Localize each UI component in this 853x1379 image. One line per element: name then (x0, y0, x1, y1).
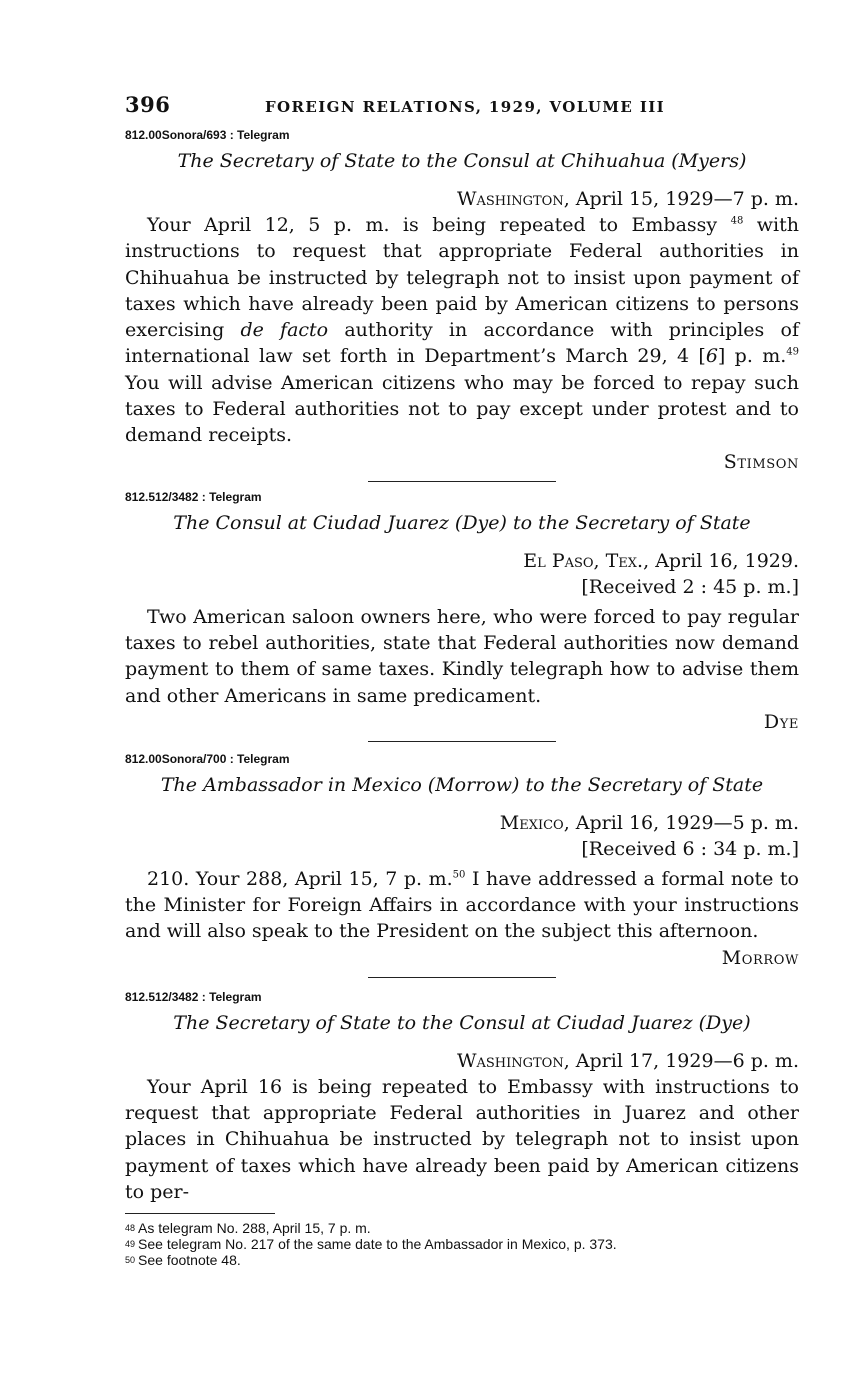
dateline-date: , April 16, 1929. (643, 549, 799, 572)
body-text: 210. Your 288, April 15, 7 p. m. (147, 867, 453, 890)
dateline (125, 810, 799, 836)
document-title: The Ambassador in Mexico (Morrow) to the Secretary of State (160, 773, 764, 796)
divider (368, 481, 556, 482)
document-3 (125, 752, 799, 978)
page-header (125, 88, 799, 120)
dateline (125, 1048, 799, 1074)
body-text: with instructions to request that appropriate Federal authorities in Chihuahua be instructed by telegraph not to insist upon payment of taxes which have already been paid by American citizens to persons exercising (125, 214, 799, 342)
document-body (125, 212, 799, 449)
body-text: authority in accordance with principles of international law set forth in Department’s March 29, 4 [ (125, 319, 799, 368)
divider (368, 977, 556, 978)
received-line: [Received 2 : 45 p. m.] (581, 575, 799, 598)
footnote (125, 1252, 799, 1268)
footnote-text: See telegram No. 217 of the same date to the Ambassador in Mexico, p. 373. (138, 1236, 617, 1253)
document-body: Two American saloon owners here, who were forced to pay regular taxes to rebel authorities, state that Federal authorities now demand payment to them of same taxes. Kindly telegraph how to advise them and other Americans in same predicament. (125, 605, 799, 707)
footnote-mark: 48 (125, 1223, 136, 1234)
signature: Dye (763, 710, 799, 733)
file-reference: 812.00Sonora/700 : Telegram (125, 751, 290, 766)
footnote-ref: 48 (730, 215, 744, 227)
document-title: The Secretary of State to the Consul at Ciudad Juarez (Dye) (173, 1011, 751, 1034)
dateline-date: , April 15, 1929—7 p. m. (563, 188, 799, 210)
document-2 (125, 490, 799, 742)
file-reference: 812.00Sonora/693 : Telegram (125, 128, 290, 142)
document-title: The Consul at Ciudad Juarez (Dye) to the Secretary of State (173, 511, 751, 534)
dateline-place: Washington (456, 1049, 564, 1072)
footnote-mark: 49 (125, 1239, 136, 1250)
footnote-text: See footnote 48. (138, 1252, 241, 1269)
dateline (125, 548, 799, 574)
body-text: Your April 12, 5 p. m. is being repeated to Embassy (147, 214, 731, 236)
document-body (125, 866, 799, 945)
file-reference: 812.512/3482 : Telegram (125, 489, 262, 504)
document-title: The Secretary of State to the Consul at Chihuahua (Myers) (177, 150, 747, 172)
footnote-ref: 50 (452, 869, 466, 881)
body-italic: 6 (705, 345, 718, 368)
body-text: I have addressed a formal note to the Minister for Foreign Affairs in accordance with your instructions and will also speak to the President on the subject this afternoon. (125, 867, 799, 943)
signature: Morrow (721, 946, 799, 969)
footnote-ref: 49 (786, 347, 800, 359)
body-text: You will advise American citizens who may be forced to repay such taxes to Federal authorities not to pay except under protest and to demand receipts. (125, 371, 799, 447)
dateline-place: Mexico (499, 811, 564, 834)
body-text: ] p. m. (717, 345, 787, 368)
received-line: [Received 6 : 34 p. m.] (581, 837, 799, 860)
dateline-place: Washington (456, 188, 564, 210)
document-1 (125, 128, 799, 482)
dateline-date: , April 16, 1929—5 p. m. (563, 811, 799, 834)
signature: Stimson (723, 450, 799, 473)
footnotes (125, 1220, 799, 1268)
running-head: FOREIGN RELATIONS, 1929, VOLUME III (265, 98, 666, 116)
body-italic: de facto (240, 319, 329, 342)
footnote-mark: 50 (125, 1255, 136, 1266)
footnote (125, 1220, 799, 1236)
divider (368, 741, 556, 742)
footnote-text: As telegram No. 288, April 15, 7 p. m. (138, 1220, 371, 1237)
file-reference: 812.512/3482 : Telegram (125, 989, 262, 1004)
dateline-place: El Paso, Tex. (523, 549, 644, 572)
document-4 (125, 990, 799, 1205)
page-number: 396 (125, 92, 171, 117)
dateline-date: , April 17, 1929—6 p. m. (563, 1049, 799, 1072)
footnote (125, 1236, 799, 1252)
dateline (125, 186, 799, 212)
footnote-divider (125, 1213, 275, 1214)
document-body: Your April 16 is being repeated to Embassy with instructions to request that appropriate Federal authorities in Juarez and other places in Chihuahua be instructed by telegraph not to insist upon payment of taxes which have already been paid by American citizens to per- (125, 1075, 799, 1203)
page (125, 88, 799, 1268)
